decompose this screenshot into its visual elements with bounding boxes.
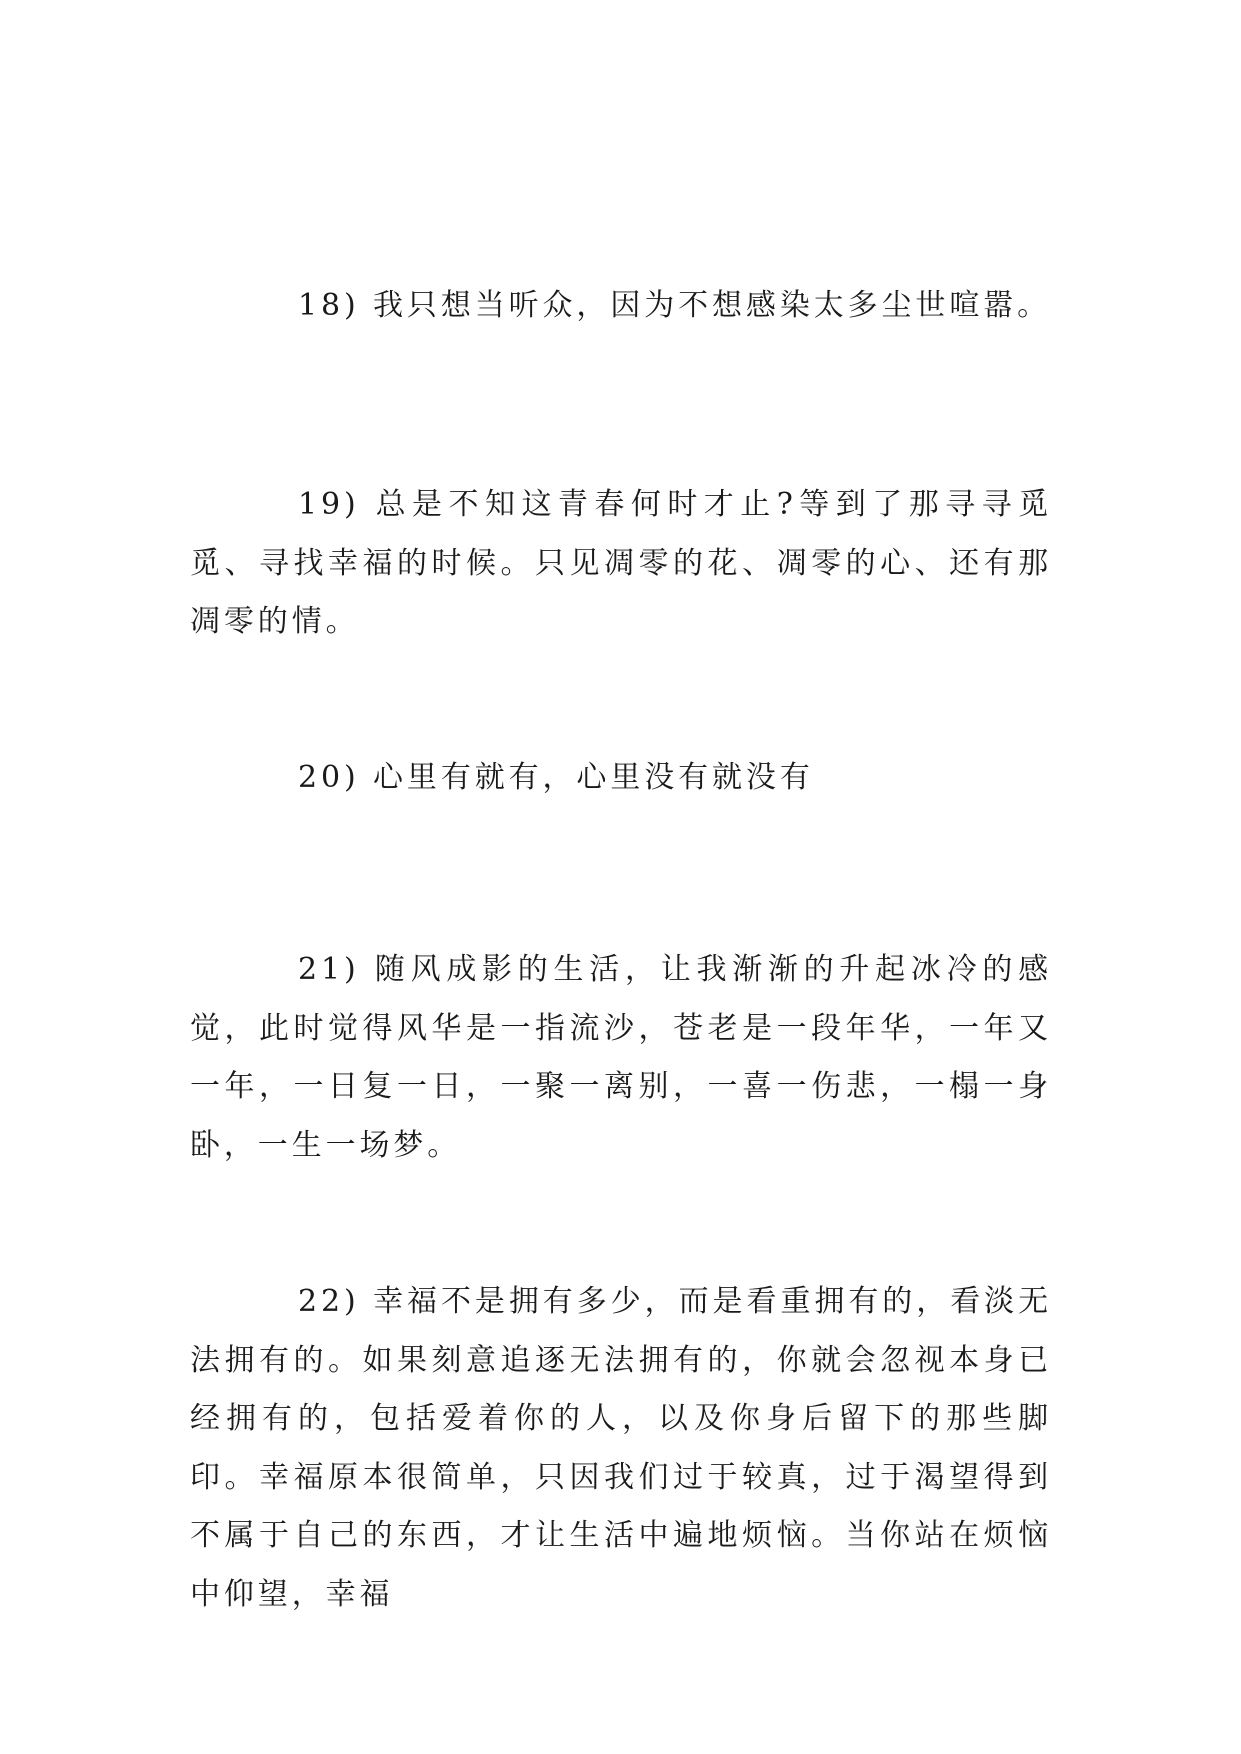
paragraph-20: 20) 心里有就有，心里没有就没有 <box>298 760 814 795</box>
paragraph-21: 21) 随风成影的生活，让我渐渐的升起冰冷的感觉，此时觉得风华是一指流沙，苍老是一段年华，一年又一年，一日复一日，一聚一离别，一喜一伤悲，一榻一身卧，一生一场梦。 <box>190 952 1052 1163</box>
paragraph-19: 19) 总是不知这青春何时才止?等到了那寻寻觅觅、寻找幸福的时候。只见凋零的花、凋零的心、还有那凋零的情。 <box>190 487 1052 639</box>
paragraph-18: 18) 我只想当听众，因为不想感染太多尘世喧嚣。 <box>298 288 1052 323</box>
paragraph-22: 22) 幸福不是拥有多少，而是看重拥有的，看淡无法拥有的。如果刻意追逐无法拥有的，你就会忽视本身已经拥有的，包括爱着你的人，以及你身后留下的那些脚印。幸福原本很简单，只因我们过于较真，过于渴望得到不属于自己的东西，才让生活中遍地烦恼。当你站在烦恼中仰望，幸福 <box>190 1284 1052 1612</box>
